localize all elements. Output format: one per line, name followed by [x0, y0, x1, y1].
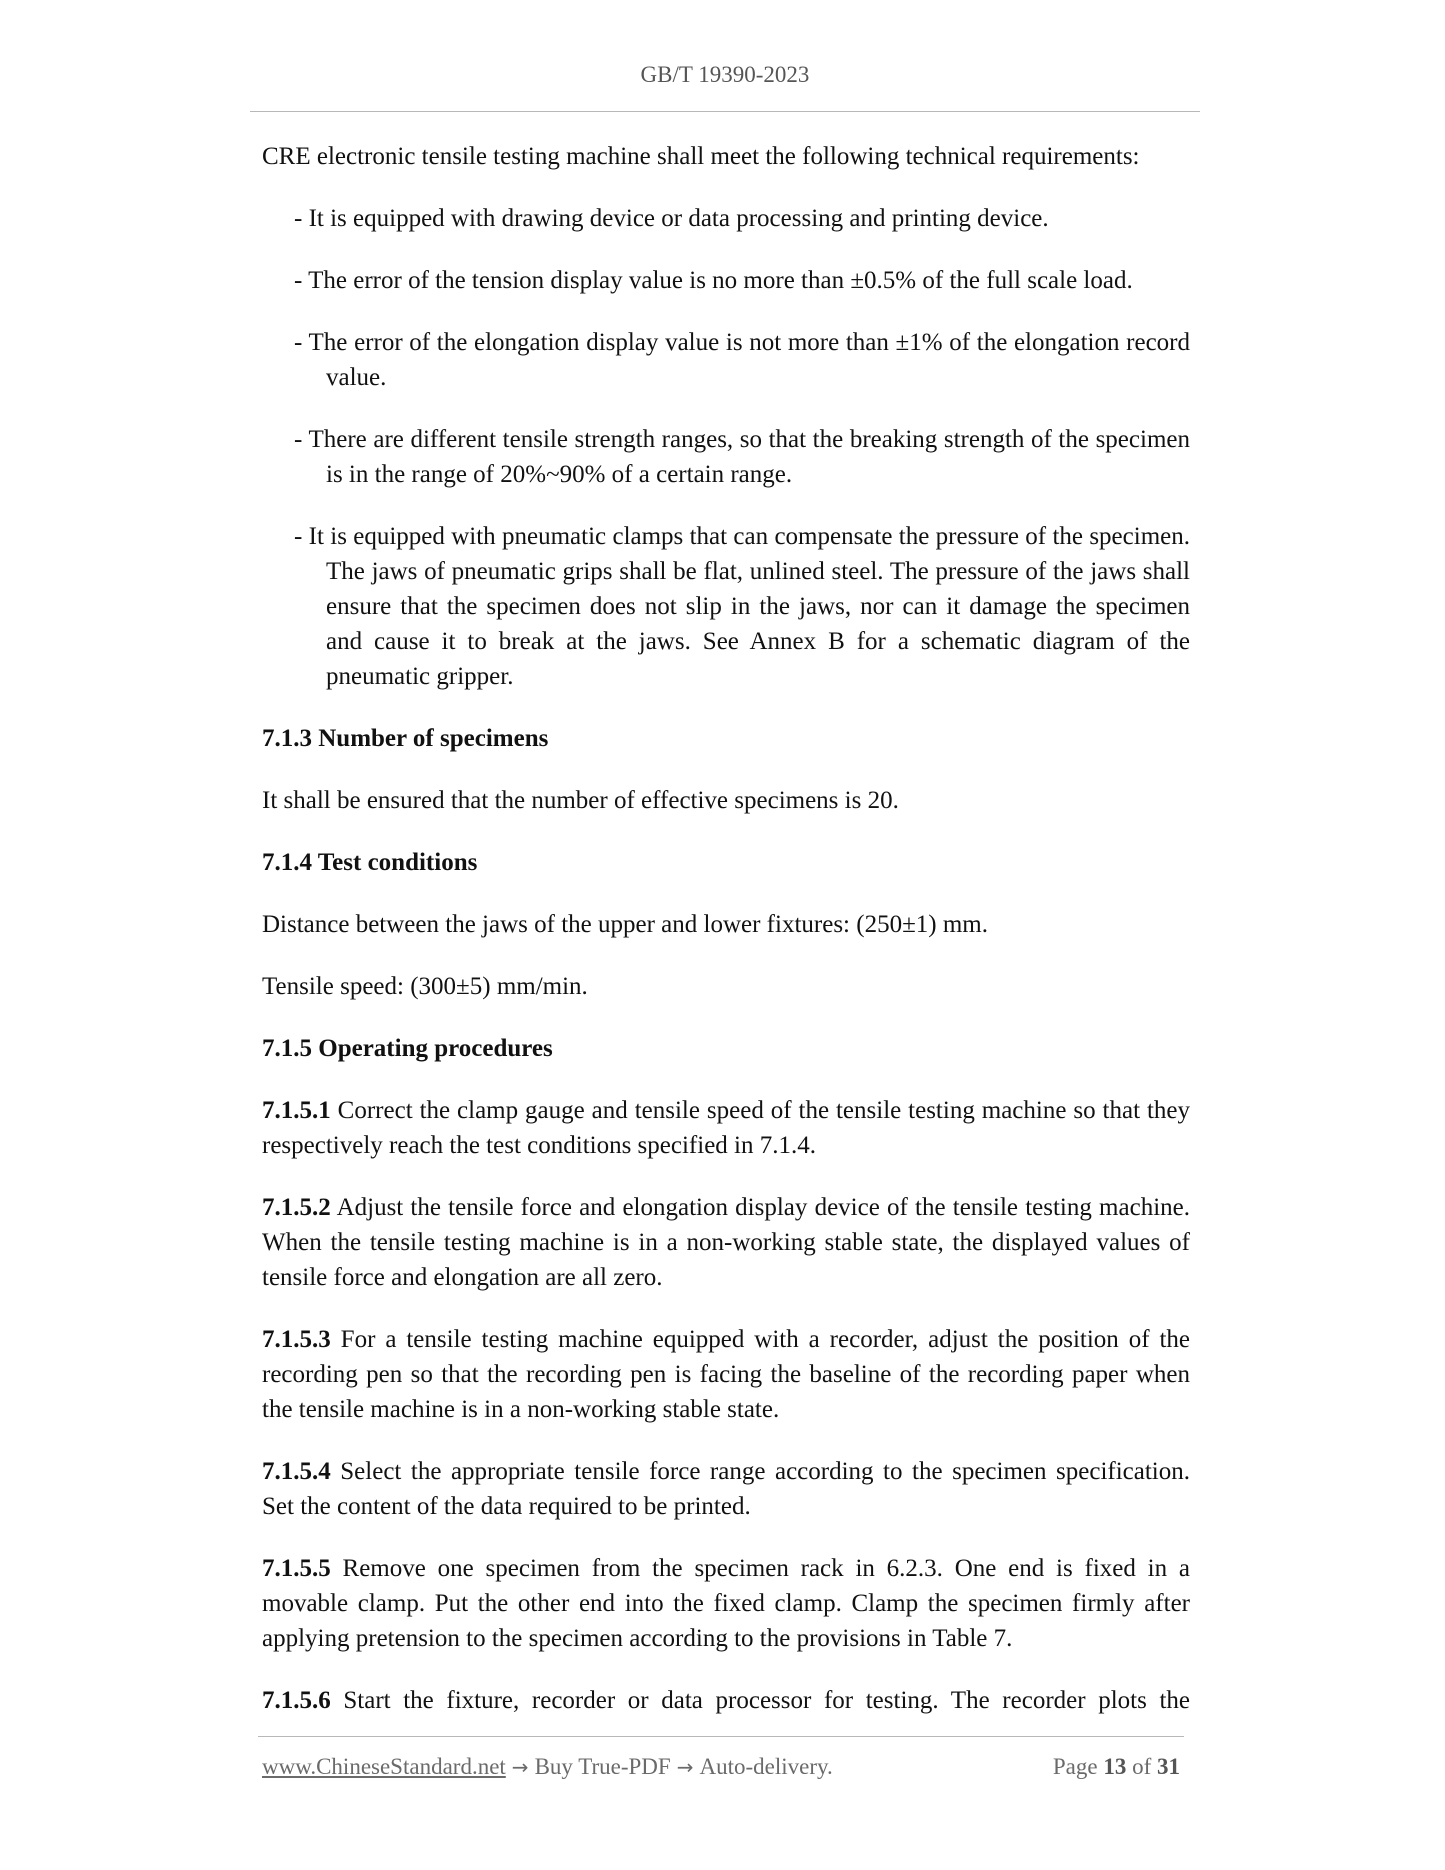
procedure-step: [262, 1093, 1190, 1163]
step-text: Select the appropriate tensile force range according to the specimen specification. Set the content of the data required to be printed.: [262, 1458, 1190, 1520]
requirement-item: - There are different tensile strength ranges, so that the breaking strength of the specimen is in the range of 20%~90% of a certain range.: [294, 426, 1190, 488]
section-heading-7-1-4: 7.1.4 Test conditions: [262, 849, 478, 876]
arrow-right-icon: →: [511, 1755, 529, 1779]
buy-text: Buy True-PDF: [534, 1754, 671, 1779]
step-number: 7.1.5.4: [262, 1458, 331, 1485]
test-condition-jaw-distance: Distance between the jaws of the upper and lower fixtures: (250±1) mm.: [262, 911, 989, 938]
page-label: Page: [1052, 1754, 1098, 1779]
page-indicator: [1053, 1754, 1180, 1780]
step-text: Remove one specimen from the specimen rack in 6.2.3. One end is fixed in a movable clamp. Put the other end into the fixed clamp. Clamp the specimen firmly after applying pretension to the specimen according to the provisions in Table 7.: [262, 1555, 1190, 1652]
step-number: 7.1.5.2: [262, 1194, 331, 1221]
footer-promo: [262, 1754, 833, 1780]
step-number: 7.1.5.1: [262, 1097, 331, 1124]
header-divider: [250, 111, 1200, 112]
page-of: of: [1132, 1754, 1152, 1779]
requirement-item: - It is equipped with drawing device or data processing and printing device.: [294, 205, 1049, 232]
requirement-item: - The error of the elongation display value is not more than ±1% of the elongation record value.: [294, 329, 1190, 391]
procedure-step: [262, 1322, 1190, 1427]
step-text: Adjust the tensile force and elongation display device of the tensile testing machine. When the tensile testing machine is in a non-working stable state, the displayed values of tensile force and elongation are all zero.: [262, 1194, 1190, 1291]
requirement-item: - It is equipped with pneumatic clamps that can compensate the pressure of the specimen. The jaws of pneumatic grips shall be flat, unlined steel. The pressure of the jaws shall ensure that the specimen does not slip in the jaws, nor can it damage the specimen and cause it to break at the jaws. See Annex B for a schematic diagram of the pneumatic gripper.: [294, 523, 1190, 690]
footer-divider: [258, 1736, 1184, 1737]
page-current: 13: [1103, 1754, 1127, 1779]
procedure-step: [262, 1551, 1190, 1656]
page-footer: [262, 1754, 1182, 1784]
page-total: 31: [1157, 1754, 1180, 1779]
procedure-step: [262, 1683, 1190, 1718]
procedure-step: [262, 1454, 1190, 1524]
specimen-count-text: It shall be ensured that the number of effective specimens is 20.: [262, 787, 899, 814]
document-header: [250, 62, 1200, 88]
step-number: 7.1.5.6: [262, 1687, 331, 1714]
step-text: For a tensile testing machine equipped with a recorder, adjust the position of the recording pen so that the recording pen is facing the baseline of the recording paper when the tensile machine is in a non-working stable state.: [262, 1326, 1190, 1423]
step-text: Correct the clamp gauge and tensile speed of the tensile testing machine so that they respectively reach the test conditions specified in 7.1.4.: [262, 1097, 1190, 1159]
step-text: Start the fixture, recorder or data processor for testing. The recorder plots the: [330, 1687, 1190, 1714]
requirement-item: - The error of the tension display value is no more than ±0.5% of the full scale load.: [294, 267, 1133, 294]
step-number: 7.1.5.5: [262, 1555, 331, 1582]
standard-code: GB/T 19390-2023: [640, 62, 810, 87]
section-heading-7-1-3: 7.1.3 Number of specimens: [262, 725, 549, 752]
delivery-text: Auto-delivery.: [699, 1754, 833, 1779]
site-link[interactable]: www.ChineseStandard.net: [262, 1754, 506, 1779]
step-number: 7.1.5.3: [262, 1326, 331, 1353]
requirements-intro: CRE electronic tensile testing machine shall meet the following technical requirements:: [262, 143, 1140, 170]
arrow-right-icon: →: [676, 1755, 694, 1779]
page-body: [262, 139, 1190, 1745]
test-condition-tensile-speed: Tensile speed: (300±5) mm/min.: [262, 973, 588, 1000]
section-heading-7-1-5: 7.1.5 Operating procedures: [262, 1035, 553, 1062]
procedure-step: [262, 1190, 1190, 1295]
